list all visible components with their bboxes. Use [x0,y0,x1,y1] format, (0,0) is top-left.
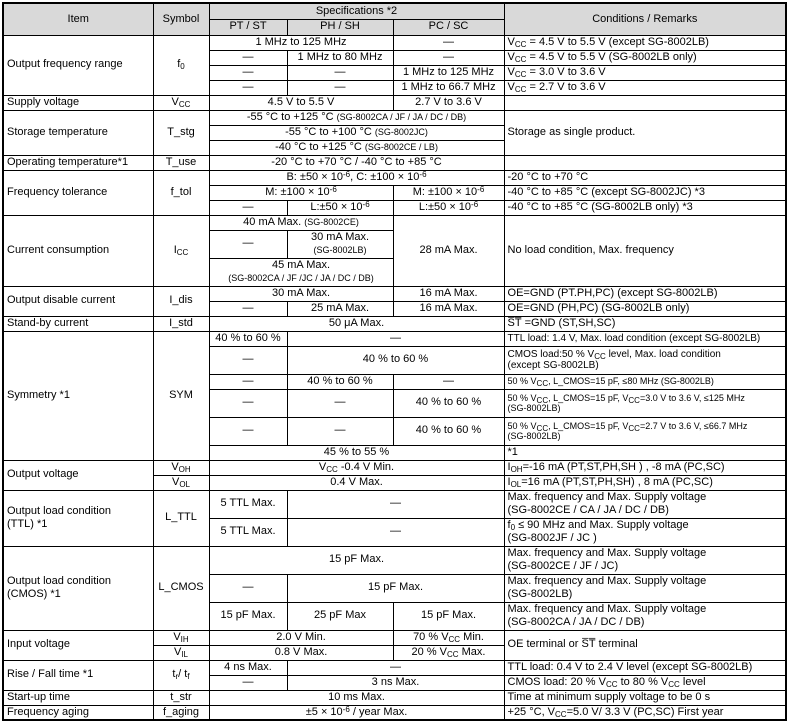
table-row [3,155,786,170]
spec-value: — [287,518,504,546]
spec-value: 0.4 V Max. [209,475,504,490]
spec-value: $V_{CC}$ -0.4 V Min. [209,460,504,475]
item-label: Start-up time [3,690,153,705]
symbol-label: T_stg [153,110,209,155]
table-row [3,630,786,645]
spec-value: 15 pF Max. [209,546,504,574]
spec-value: 45 mA Max. (SG-8002CA / JF /JC / JA / DC / DB) [209,258,393,286]
spec-value: 2.0 V Min. [209,630,393,645]
spec-value: — [209,675,287,690]
spec-value: — [393,35,504,50]
spec-value: 5 TTL Max. [209,518,287,546]
spec-value: — [209,389,287,417]
spec-value: 1 MHz to 125 MHz [209,35,393,50]
symbol-label: $V_{IH}$ [153,630,209,645]
spec-value: 28 mA Max. [393,215,504,286]
spec-value: 1 MHz to 80 MHz [287,50,393,65]
spec-value: -40 °C to +125 °C (SG-8002CE / LB) [209,140,504,155]
spec-value: M: $\pm 100 \times 10^{-6}$ [209,185,393,200]
spec-value: 1 MHz to 125 MHz [393,65,504,80]
item-label: Operating temperature*1 [3,155,153,170]
spec-value: L:±50 × $10^{-6}$ [287,200,393,215]
spec-value: — [393,374,504,389]
item-label: Output frequency range [3,35,153,95]
condition-remark: Storage as single product. [504,110,786,155]
spec-value: 40 % to 60 % [393,417,504,445]
symbol-label: I_dis [153,286,209,316]
spec-value: 15 pF Max. [209,602,287,630]
spec-value: 0.8 V Max. [209,645,393,660]
spec-value: 15 pF Max. [393,602,504,630]
table-row [3,690,786,705]
table-row [3,460,786,475]
condition-remark: OE=GND (PT.PH,PC) (except SG-8002LB) [504,286,786,301]
spec-value: 25 pF Max [287,602,393,630]
spec-table-body [3,35,786,720]
spec-value: — [209,230,287,258]
table-row [3,490,786,518]
column-header-pt-st: PT / ST [209,19,287,35]
item-label: Frequency tolerance [3,170,153,215]
spec-value: 10 ms Max. [209,690,504,705]
spec-value: — [209,417,287,445]
column-header-pc-sc: PC / SC [393,19,504,35]
spec-value: 50 μA Max. [209,316,504,331]
item-label: Storage temperature [3,110,153,155]
spec-value: — [287,417,393,445]
symbol-label: $V_{IL}$ [153,645,209,660]
spec-value: 40 % to 60 % [393,389,504,417]
symbol-label: f_tol [153,170,209,215]
spec-value: $\pm 5 \times 10^{-6}$ / year Max. [209,705,504,720]
symbol-label: f_aging [153,705,209,720]
spec-value: — [209,346,287,374]
spec-value: 15 pF Max. [287,574,504,602]
symbol-label: $V_{CC}$ [153,95,209,110]
spec-value: 40 mA Max. (SG-8002CE) [209,215,393,230]
spec-value: 5 TTL Max. [209,490,287,518]
condition-remark: TTL load: 0.4 V to 2.4 V level (except SG-8002LB) [504,660,786,675]
condition-remark [504,95,786,110]
condition-remark: CMOS load: 20 % $V_{CC}$ to 80 % $V_{CC}$ level [504,675,786,690]
condition-remark: $V_{CC} = 2.7$ V to 3.6 V [504,80,786,95]
spec-value: — [209,301,287,316]
symbol-label: $f_0$ [153,35,209,95]
spec-value: — [287,660,504,675]
spec-value: — [287,389,393,417]
spec-value: — [209,574,287,602]
condition-remark: +25 °C, $V_{CC}=5.0$ V/ 3.3 V (PC,SC) First year [504,705,786,720]
spec-value: — [209,80,287,95]
spec-value: 40 % to 60 % [287,346,504,374]
column-header-specifications: Specifications *2 [209,3,504,19]
condition-remark: *1 [504,445,786,460]
spec-value: L:±50 × $10^{-6}$ [393,200,504,215]
table-row [3,170,786,185]
condition-remark: 50 % $V_{CC}$, L_CMOS=15 pF, $V_{CC}=3.0$ V to 3.6 V, ≤125 MHz (SG-8002LB) [504,389,786,417]
condition-remark: $V_{CC} = 4.5$ V to 5.5 V (SG-8002LB only) [504,50,786,65]
symbol-label: L_TTL [153,490,209,546]
specifications-table [2,2,787,721]
spec-value: — [393,50,504,65]
table-row [3,286,786,301]
symbol-label: T_use [153,155,209,170]
table-row [3,705,786,720]
table-row [3,215,786,230]
item-label: Frequency aging [3,705,153,720]
condition-remark: Max. frequency and Max. Supply voltage (SG-8002CA / JA / DC / DB) [504,602,786,630]
spec-value: 1 MHz to 66.7 MHz [393,80,504,95]
condition-remark: $V_{CC} = 3.0$ V to 3.6 V [504,65,786,80]
spec-value: 3 ns Max. [287,675,504,690]
spec-value: 16 mA Max. [393,301,504,316]
spec-value: B: $\pm 50 \times 10^{-6}$, C: $\pm 100 \times 10^{-6}$ [209,170,504,185]
spec-value: -55 °C to +100 °C (SG-8002JC) [209,125,504,140]
condition-remark [504,155,786,170]
condition-remark: OE terminal or S̅T̅ terminal [504,630,786,660]
table-row [3,331,786,346]
condition-remark: $I_{OL}=16$ mA (PT,ST,PH,SH) , 8 mA (PC,SC) [504,475,786,490]
condition-remark: -40 °C to +85 °C (SG-8002LB only) *3 [504,200,786,215]
item-label: Current consumption [3,215,153,286]
spec-value: M: $\pm 100 \times 10^{-6}$ [393,185,504,200]
spec-value: 4 ns Max. [209,660,287,675]
condition-remark: $I_{OH}=-16$ mA (PT,ST,PH,SH ) , -8 mA (PC,SC) [504,460,786,475]
item-label: Input voltage [3,630,153,660]
spec-value: — [209,374,287,389]
condition-remark: No load condition, Max. frequency [504,215,786,286]
spec-value: 20 % $V_{CC}$ Max. [393,645,504,660]
spec-value: 30 mA Max. (SG-8002LB) [287,230,393,258]
condition-remark: $V_{CC} = 4.5$ V to 5.5 V (except SG-8002LB) [504,35,786,50]
item-label: Rise / Fall time *1 [3,660,153,690]
condition-remark: -20 °C to +70 °C [504,170,786,185]
item-label: Symmetry *1 [3,331,153,460]
condition-remark: CMOS load:50 % $V_{CC}$ level, Max. load condition (except SG-8002LB) [504,346,786,374]
condition-remark: Max. frequency and Max. Supply voltage (SG-8002CE / JF / JC) [504,546,786,574]
table-row [3,660,786,675]
spec-value: — [287,331,504,346]
spec-value: 25 mA Max. [287,301,393,316]
condition-remark: 50 % $V_{CC}$, L_CMOS=15 pF, $V_{CC}=2.7$ V to 3.6 V, ≤66.7 MHz (SG-8002LB) [504,417,786,445]
symbol-label: SYM [153,331,209,460]
spec-value: — [287,80,393,95]
symbol-label: t_str [153,690,209,705]
column-header-item: Item [3,3,153,35]
item-label: Stand-by current [3,316,153,331]
symbol-label: I_std [153,316,209,331]
spec-value: -20 °C to +70 °C / -40 °C to +85 °C [209,155,504,170]
spec-value: — [209,50,287,65]
spec-value: 45 % to 55 % [209,445,504,460]
condition-remark: -40 °C to +85 °C (except SG-8002JC) *3 [504,185,786,200]
item-label: Output voltage [3,460,153,490]
item-label: Output disable current [3,286,153,316]
symbol-label: $t_r/$ $t_f$ [153,660,209,690]
condition-remark: S̅T̅ =GND (ST,SH,SC) [504,316,786,331]
spec-value: 40 % to 60 % [287,374,393,389]
column-header-conditions: Conditions / Remarks [504,3,786,35]
condition-remark: TTL load: 1.4 V, Max. load condition (except SG-8002LB) [504,331,786,346]
item-label: Output load condition (CMOS) *1 [3,546,153,630]
symbol-label: $I_{CC}$ [153,215,209,286]
spec-value: 2.7 V to 3.6 V [393,95,504,110]
symbol-label: $V_{OH}$ [153,460,209,475]
spec-value: — [287,490,504,518]
condition-remark: Time at minimum supply voltage to be 0 s [504,690,786,705]
spec-value: -55 °C to +125 °C (SG-8002CA / JF / JA / DC / DB) [209,110,504,125]
condition-remark: Max. frequency and Max. Supply voltage (SG-8002CE / CA / JA / DC / DB) [504,490,786,518]
spec-value: — [209,200,287,215]
condition-remark: $f_0 \le 90$ MHz and Max. Supply voltage (SG-8002JF / JC ) [504,518,786,546]
condition-remark: 50 % $V_{CC}$, L_CMOS=15 pF, ≤80 MHz (SG-8002LB) [504,374,786,389]
spec-value: 4.5 V to 5.5 V [209,95,393,110]
spec-value: — [209,65,287,80]
symbol-label: $V_{OL}$ [153,475,209,490]
condition-remark: Max. frequency and Max. Supply voltage (SG-8002LB) [504,574,786,602]
spec-value: 70 % $V_{CC}$ Min. [393,630,504,645]
column-header-symbol: Symbol [153,3,209,35]
spec-value: 30 mA Max. [209,286,393,301]
item-label: Output load condition (TTL) *1 [3,490,153,546]
table-row [3,546,786,574]
table-row [3,110,786,125]
table-row [3,95,786,110]
item-label: Supply voltage [3,95,153,110]
spec-value: 16 mA Max. [393,286,504,301]
symbol-label: L_CMOS [153,546,209,630]
spec-value: 40 % to 60 % [209,331,287,346]
condition-remark: OE=GND (PH,PC) (SG-8002LB only) [504,301,786,316]
table-row [3,316,786,331]
column-header-ph-sh: PH / SH [287,19,393,35]
spec-value: — [287,65,393,80]
table-row [3,35,786,50]
